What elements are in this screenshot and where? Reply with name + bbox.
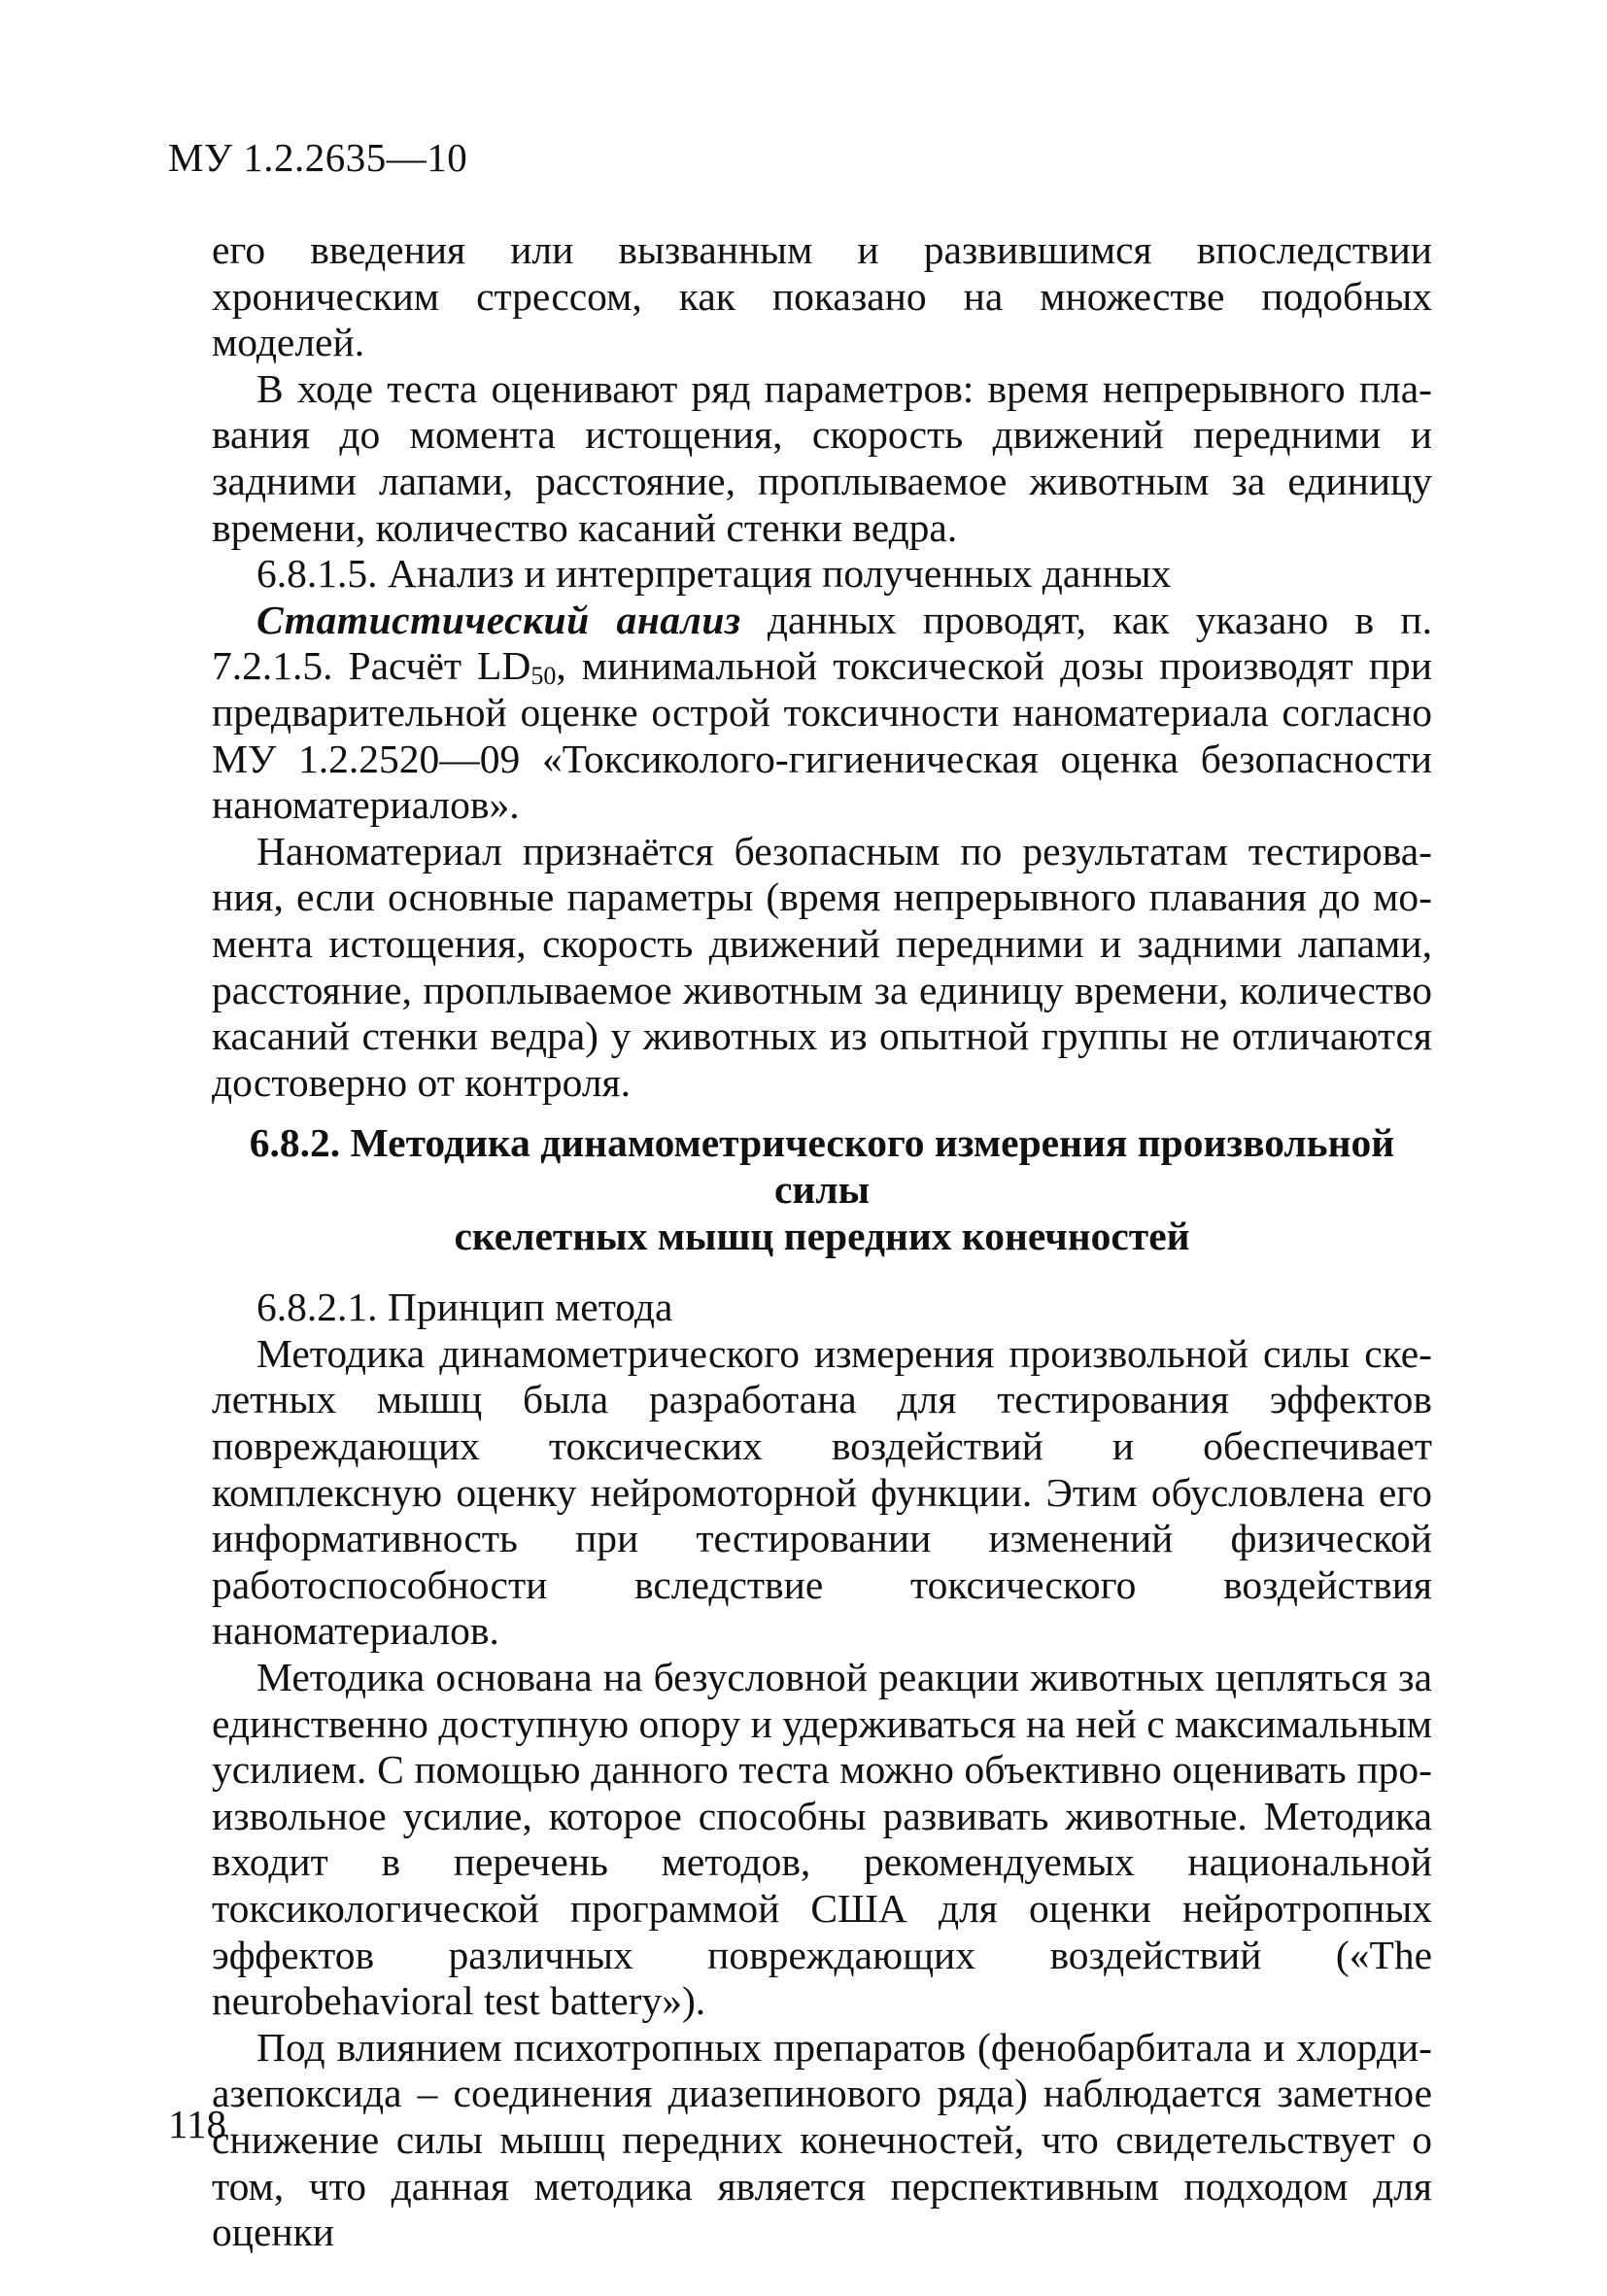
subsection-title-analysis: 6.8.1.5. Анализ и интерпретация полученных данных bbox=[256, 551, 1172, 597]
page-number: 118 bbox=[168, 2102, 226, 2146]
paragraph-statistical-analysis bbox=[212, 598, 1432, 829]
paragraph-test-parameters: В ходе теста оценивают ряд параметров: время непрерывного плавания до момента истощения, скорость движений передними и задними лапами, расстояние, проплываемое животным за единицу времени, количество касаний стенки ведра. bbox=[212, 365, 1432, 550]
paragraph-method-basis: Методика основана на безусловной реакции животных цепляться за единственно доступную опору и удерживаться на ней с максимальным усилием. С помощью данного теста можно объективно оценивать произвольное усилие, которое способны развивать животные. Методика входит в перечень методов, рекомендуемых национальной токсикологической программой США для оценки нейротропных эффектов различных повреждающих воздействий («The neurobehavioral test battery»). bbox=[212, 1655, 1432, 2024]
statistical-text-b: , минимальной токсической дозы производят при предварительной оценке острой токсичности наноматериала согласно МУ 1.2.2520—09 «Токсиколого-гигиеническая оценка безопасности наноматериалов». bbox=[212, 643, 1433, 828]
paragraph-continuation: его введения или вызванным и развившимся впоследствии хроническим стрессом, как показано на множестве подобных моделей. bbox=[212, 227, 1432, 365]
body-text bbox=[212, 227, 1432, 2256]
running-header: МУ 1.2.2635—10 bbox=[168, 135, 468, 180]
subsection-title-principle: 6.8.2.1. Принцип метода bbox=[256, 1285, 673, 1330]
statistical-text-a: данных проводят, как указано в п. 7.2.1.5. Расчёт LD bbox=[212, 597, 1432, 689]
ld50-subscript: 50 bbox=[530, 662, 557, 691]
section-heading bbox=[212, 1119, 1432, 1259]
paragraph-psychotropic-effects: Под влиянием психотропных препаратов (фенобарбитала и хлордиазепоксида – соединения диазепинового ряда) наблюдается заметное снижение силы мышц передних конечностей, что свидетельствует о том, что данная методика является перспективным подходом для оценки bbox=[212, 2024, 1432, 2255]
section-heading-line-1: 6.8.2. Методика динамометрического измерения произвольной силы bbox=[249, 1120, 1395, 1213]
paragraph-method-description: Методика динамометрического измерения произвольной силы скелетных мышц была разработана для тестирования эффектов повреждающих токсических воздействий и обеспечивает комплексную оценку нейромоторной функции. Этим обусловлена его информативность при тестировании изменений физической работоспособности вследствие токсического воздействия наноматериалов. bbox=[212, 1330, 1432, 1654]
emphasis-statistical-analysis: Статистический анализ bbox=[256, 597, 741, 642]
paragraph-safety-criteria: Наноматериал признаётся безопасным по результатам тестирования, если основные параметры (время непрерывного плавания до момента истощения, скорость движений передними и задними лапами, расстояние, проплываемое животным за единицу времени, количество касаний стенки ведра) у животных из опытной группы не отличаются достоверно от контроля. bbox=[212, 828, 1432, 1105]
section-heading-line-2: скелетных мышц передних конечностей bbox=[454, 1214, 1190, 1259]
